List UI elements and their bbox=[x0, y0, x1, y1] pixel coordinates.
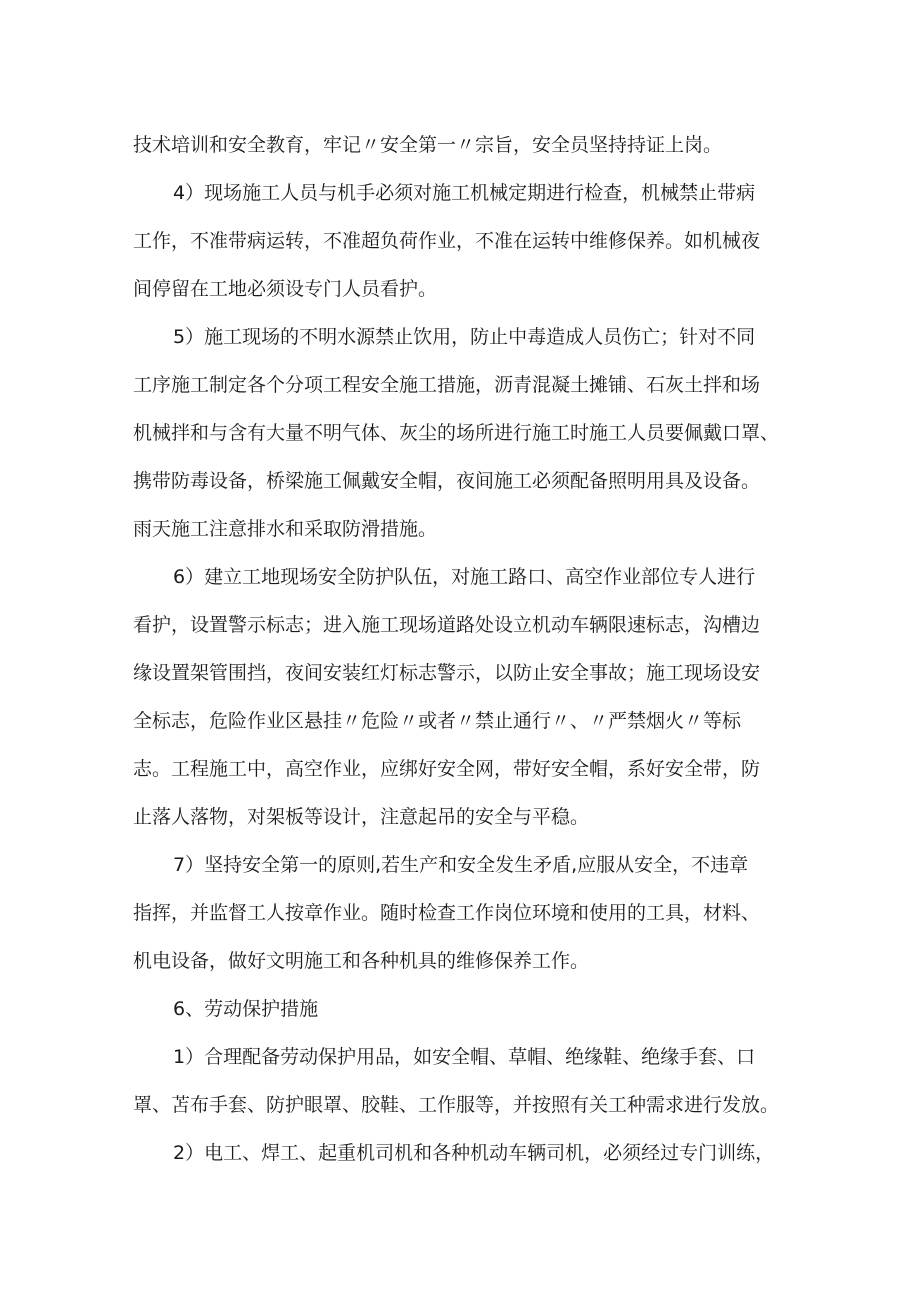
text-line: 7）坚持安全第一的原则,若生产和安全发生矛盾,应服从安全，不违章 bbox=[173, 854, 749, 876]
text-line: 工序施工制定各个分项工程安全施工措施，沥青混凝土摊铺、石灰土拌和场 bbox=[133, 374, 761, 396]
text-line: 间停留在工地必须设专门人员看护。 bbox=[133, 278, 438, 300]
text-line: 指挥，并监督工人按章作业。随时检查工作岗位环境和使用的工具，材料、 bbox=[133, 902, 761, 924]
text-line: 4）现场施工人员与机手必须对施工机械定期进行检查，机械禁止带病 bbox=[173, 182, 756, 204]
text-line: 看护，设置警示标志；进入施工现场道路处设立机动车辆限速标志，沟槽边 bbox=[133, 614, 761, 636]
text-line: 机电设备，做好文明施工和各种机具的维修保养工作。 bbox=[133, 950, 590, 972]
text-line: 工作，不准带病运转，不准超负荷作业，不准在运转中维修保养。如机械夜 bbox=[133, 230, 761, 252]
paragraph-item-6 bbox=[133, 553, 803, 841]
paragraph-labor-item-2 bbox=[133, 1129, 803, 1177]
paragraph-continuation bbox=[133, 121, 803, 169]
text-line: 6、劳动保护措施 bbox=[173, 998, 319, 1020]
text-line: 雨天施工注意排水和采取防滑措施。 bbox=[133, 518, 438, 540]
text-line: 志。工程施工中，高空作业，应绑好安全网，带好安全帽，系好安全带，防 bbox=[133, 758, 761, 780]
text-line: 5）施工现场的不明水源禁止饮用，防止中毒造成人员伤亡；针对不同 bbox=[173, 326, 756, 348]
text-line: 缘设置架管围挡，夜间安装红灯标志警示，以防止安全事故；施工现场设安 bbox=[133, 662, 761, 684]
paragraph-item-7 bbox=[133, 841, 803, 985]
text-line: 全标志，危险作业区悬挂〃危险〃或者〃禁止通行〃、〃严禁烟火〃等标 bbox=[133, 710, 742, 732]
paragraph-labor-item-1 bbox=[133, 1033, 803, 1129]
text-line: 6）建立工地现场安全防护队伍，对施工路口、高空作业部位专人进行 bbox=[173, 566, 756, 588]
text-line: 罩、苫布手套、防护眼罩、胶鞋、工作服等，并按照有关工种需求进行发放。 bbox=[133, 1094, 780, 1116]
section-heading-labor-protection bbox=[133, 985, 803, 1033]
text-line: 2）电工、焊工、起重机司机和各种机动车辆司机，必须经过专门训练， bbox=[173, 1142, 775, 1164]
document-body bbox=[133, 121, 803, 1177]
paragraph-item-4 bbox=[133, 169, 803, 313]
text-line: 机械拌和与含有大量不明气体、灰尘的场所进行施工时施工人员要佩戴口罩、 bbox=[133, 422, 780, 444]
text-line: 技术培训和安全教育，牢记〃安全第一〃宗旨，安全员坚持持证上岗。 bbox=[133, 134, 723, 156]
paragraph-item-5 bbox=[133, 313, 803, 553]
text-line: 止落人落物，对架板等设计，注意起吊的安全与平稳。 bbox=[133, 806, 590, 828]
text-line: 携带防毒设备，桥梁施工佩戴安全帽，夜间施工必须配备照明用具及设备。 bbox=[133, 470, 761, 492]
text-line: 1）合理配备劳动保护用品，如安全帽、草帽、绝缘鞋、绝缘手套、口 bbox=[173, 1046, 756, 1068]
